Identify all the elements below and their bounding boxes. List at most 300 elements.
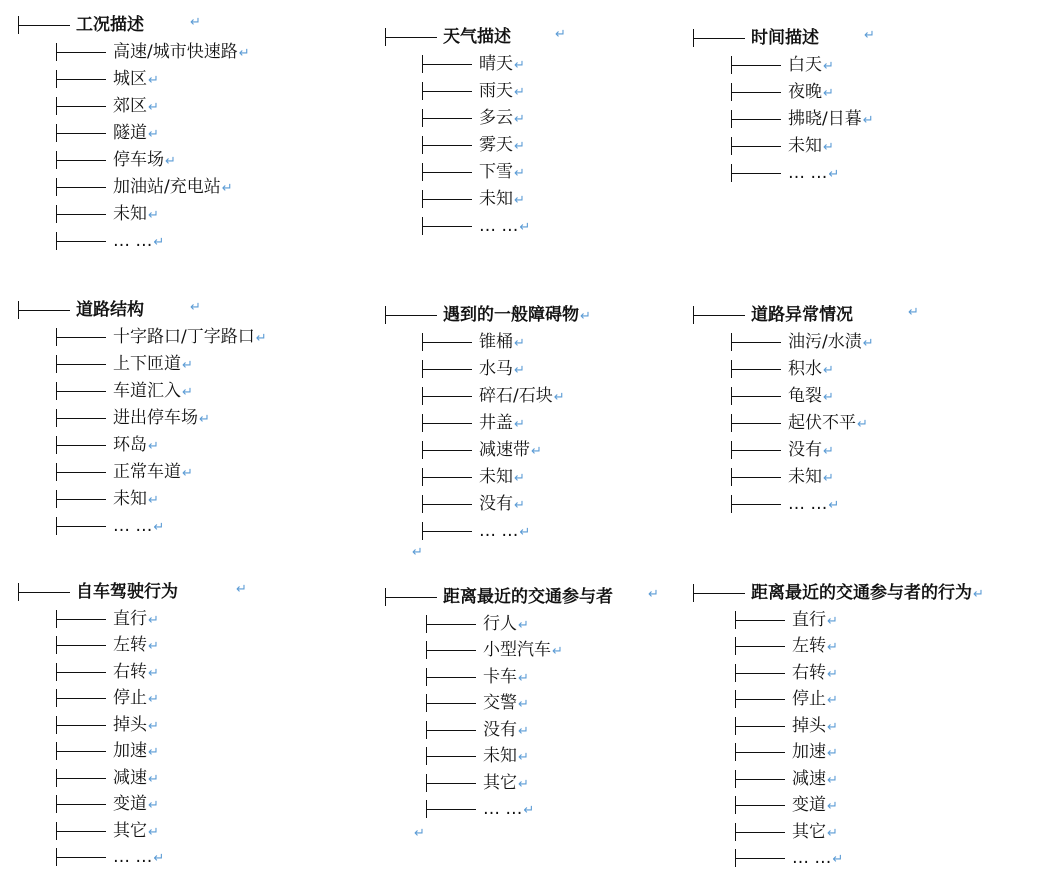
item-label xyxy=(113,606,159,634)
item-label xyxy=(113,685,159,713)
connector-horizontal xyxy=(731,504,781,505)
item-text: 没有 xyxy=(483,719,517,740)
tree-connector xyxy=(422,383,474,409)
return-mark-icon: ↵ xyxy=(148,745,159,760)
connector-horizontal xyxy=(731,369,781,370)
item-label xyxy=(113,791,159,819)
item-text: 十字路口/丁字路口 xyxy=(113,327,255,347)
connector-horizontal xyxy=(422,91,472,92)
tree-connector xyxy=(56,174,108,200)
connector-horizontal xyxy=(56,364,106,365)
connector-horizontal xyxy=(422,450,472,451)
heading-label xyxy=(751,25,819,51)
heading-text: 道路异常情况 xyxy=(751,305,853,325)
item-text: 右转 xyxy=(792,662,826,683)
tree-connector xyxy=(426,717,478,743)
tree-connector xyxy=(731,383,783,409)
item-text: 未知 xyxy=(788,467,822,487)
return-mark-icon: ↵ xyxy=(153,520,165,535)
item-label xyxy=(483,770,529,798)
heading-label xyxy=(751,302,853,328)
connector-horizontal xyxy=(385,315,437,316)
item-text: 加油站/充电站 xyxy=(113,177,221,197)
return-mark-icon: ↵ xyxy=(514,498,525,513)
return-mark-icon: ↵ xyxy=(864,28,875,43)
item-text: 左转 xyxy=(113,635,147,655)
connector-horizontal xyxy=(426,809,476,810)
item-text: 雾天 xyxy=(479,135,513,155)
tree-connector xyxy=(56,632,108,658)
item-text: 井盖 xyxy=(479,413,513,433)
item-text: … … xyxy=(788,163,828,183)
item-text: 起伏不平 xyxy=(788,413,856,433)
item-label xyxy=(113,120,159,148)
item-label xyxy=(113,351,193,379)
return-mark-icon: ↵ xyxy=(862,113,874,128)
tree-connector xyxy=(731,329,783,355)
connector-horizontal xyxy=(422,226,472,227)
connector-horizontal xyxy=(422,396,472,397)
item-label xyxy=(483,664,529,692)
tree-connector xyxy=(735,845,787,871)
return-mark-icon: ↵ xyxy=(580,309,591,324)
tree-connector xyxy=(56,738,108,764)
return-mark-icon: ↵ xyxy=(823,363,834,378)
return-mark-icon: ↵ xyxy=(221,181,233,196)
tree-connector xyxy=(56,818,108,844)
return-mark-icon: ↵ xyxy=(238,46,250,61)
tree-connector xyxy=(731,356,783,382)
item-text: 上下匝道 xyxy=(113,354,181,374)
return-mark-icon: ↵ xyxy=(857,417,868,432)
item-label xyxy=(483,690,529,718)
tree-connector xyxy=(422,329,474,355)
item-label xyxy=(113,66,159,94)
connector-horizontal xyxy=(426,650,476,651)
tree-connector xyxy=(735,660,787,686)
item-text: 未知 xyxy=(479,467,513,487)
connector-horizontal xyxy=(426,703,476,704)
return-mark-icon: ↵ xyxy=(414,826,425,841)
item-label xyxy=(788,160,839,188)
heading-text: 距离最近的交通参与者的行为 xyxy=(751,583,972,603)
item-label xyxy=(788,410,868,438)
return-mark-icon: ↵ xyxy=(148,692,159,707)
item-text: 没有 xyxy=(479,494,513,514)
connector-horizontal xyxy=(735,858,785,859)
item-label xyxy=(792,713,838,741)
tree-connector xyxy=(422,186,474,212)
item-label xyxy=(479,159,525,187)
tree-connector xyxy=(735,766,787,792)
tree-connector xyxy=(56,66,108,92)
connector-horizontal xyxy=(735,752,785,753)
item-label xyxy=(113,324,267,352)
return-mark-icon: ↵ xyxy=(148,718,159,734)
return-mark-icon: ↵ xyxy=(514,336,525,351)
return-mark-icon: ↵ xyxy=(153,851,165,866)
item-label xyxy=(483,796,534,824)
tree-connector xyxy=(56,93,108,119)
item-text: 停止 xyxy=(792,689,826,709)
tree-connector xyxy=(422,356,474,382)
item-text: … … xyxy=(113,516,153,536)
heading-label xyxy=(443,584,613,610)
tree-connector xyxy=(422,132,474,158)
item-label xyxy=(792,792,838,820)
return-mark-icon: ↵ xyxy=(523,803,535,818)
tree-connector xyxy=(56,39,108,65)
tree-connector xyxy=(422,51,474,77)
item-label xyxy=(479,464,525,492)
heading-text: 工况描述 xyxy=(76,15,144,35)
return-mark-icon: ↵ xyxy=(827,719,838,735)
return-mark-icon: ↵ xyxy=(828,498,840,513)
connector-horizontal xyxy=(426,730,476,731)
item-text: … … xyxy=(792,848,832,868)
return-mark-icon: ↵ xyxy=(518,723,529,739)
tree-connector xyxy=(731,133,783,159)
heading-label xyxy=(443,24,511,50)
connector-horizontal xyxy=(56,499,106,500)
return-mark-icon: ↵ xyxy=(514,112,525,127)
connector-horizontal xyxy=(56,187,106,188)
return-mark-icon: ↵ xyxy=(190,300,201,315)
return-mark-icon: ↵ xyxy=(182,385,193,400)
connector-horizontal xyxy=(56,725,106,726)
item-label xyxy=(113,459,193,487)
return-mark-icon: ↵ xyxy=(827,613,838,629)
item-text: … … xyxy=(113,847,153,867)
connector-horizontal xyxy=(56,619,106,620)
item-text: 夜晚 xyxy=(788,82,822,102)
item-text: 直行 xyxy=(792,609,826,630)
heading-text: 自车驾驶行为 xyxy=(76,582,178,602)
tree-connector xyxy=(735,819,787,845)
heading-label xyxy=(751,580,984,608)
item-text: 变道 xyxy=(792,795,826,815)
connector-horizontal xyxy=(56,214,106,215)
tree-connector xyxy=(56,486,108,512)
item-label xyxy=(479,356,525,384)
connector-horizontal xyxy=(426,756,476,757)
item-text: … … xyxy=(479,216,519,236)
tree-connector xyxy=(56,513,108,539)
item-label xyxy=(479,383,565,411)
tree-connector xyxy=(56,712,108,738)
item-label xyxy=(788,52,834,80)
return-mark-icon: ↵ xyxy=(148,100,159,115)
heading-text: 道路结构 xyxy=(76,300,144,320)
item-label xyxy=(113,513,164,541)
connector-horizontal xyxy=(18,25,70,26)
tree-connector xyxy=(731,410,783,436)
tree-connector xyxy=(422,105,474,131)
tree-connector xyxy=(56,324,108,350)
connector-horizontal xyxy=(56,645,106,646)
item-text: 拂晓/日暮 xyxy=(788,109,862,129)
connector-horizontal xyxy=(56,133,106,134)
item-text: 碎石/石块 xyxy=(479,386,553,406)
connector-horizontal xyxy=(731,119,781,120)
return-mark-icon: ↵ xyxy=(862,336,874,351)
item-text: 小型汽车 xyxy=(483,640,551,660)
tree-connector xyxy=(18,297,74,323)
item-label xyxy=(113,147,176,175)
tree-connector xyxy=(731,491,783,517)
connector-horizontal xyxy=(731,423,781,424)
return-mark-icon: ↵ xyxy=(148,665,159,681)
connector-horizontal xyxy=(422,423,472,424)
tree-connector xyxy=(426,743,478,769)
item-text: 停止 xyxy=(113,688,147,708)
item-label xyxy=(792,633,838,661)
connector-horizontal xyxy=(18,592,70,593)
item-text: 高速/城市快速路 xyxy=(113,42,238,62)
connector-horizontal xyxy=(56,698,106,699)
return-mark-icon: ↵ xyxy=(199,412,210,427)
item-text: … … xyxy=(479,521,519,541)
return-mark-icon: ↵ xyxy=(553,390,565,405)
heading-label xyxy=(76,579,178,605)
item-text: 停车场 xyxy=(113,150,164,170)
item-text: 多云 xyxy=(479,108,513,128)
tree-connector xyxy=(56,405,108,431)
tree-connector xyxy=(426,796,478,822)
item-text: 加速 xyxy=(792,742,826,762)
item-label xyxy=(792,845,843,873)
return-mark-icon: ↵ xyxy=(514,58,525,73)
item-text: 掉头 xyxy=(113,714,147,735)
item-label xyxy=(113,174,233,202)
connector-horizontal xyxy=(731,65,781,66)
item-text: 其它 xyxy=(792,821,826,842)
heading-text: 天气描述 xyxy=(443,27,511,47)
item-label xyxy=(788,106,874,134)
return-mark-icon: ↵ xyxy=(148,824,159,840)
connector-horizontal xyxy=(56,472,106,473)
heading-text: 遇到的一般障碍物 xyxy=(443,305,579,325)
item-label xyxy=(792,660,838,688)
connector-horizontal xyxy=(422,369,472,370)
return-mark-icon: ↵ xyxy=(823,444,834,459)
connector-horizontal xyxy=(731,396,781,397)
return-mark-icon: ↵ xyxy=(827,772,838,788)
tree-connector xyxy=(56,378,108,404)
return-mark-icon: ↵ xyxy=(518,670,529,686)
item-text: 卡车 xyxy=(483,666,517,687)
item-label xyxy=(479,437,542,465)
return-mark-icon: ↵ xyxy=(908,305,919,320)
connector-horizontal xyxy=(735,805,785,806)
connector-horizontal xyxy=(731,342,781,343)
connector-horizontal xyxy=(56,804,106,805)
item-label xyxy=(792,739,838,767)
item-label xyxy=(788,133,834,161)
return-mark-icon: ↵ xyxy=(973,587,984,602)
return-mark-icon: ↵ xyxy=(148,73,159,88)
tree-connector xyxy=(693,302,749,328)
tree-connector xyxy=(385,24,441,50)
connector-horizontal xyxy=(56,526,106,527)
return-mark-icon: ↵ xyxy=(555,27,566,42)
tree-connector xyxy=(56,201,108,227)
tree-connector xyxy=(422,213,474,239)
item-text: 油污/水渍 xyxy=(788,332,862,352)
connector-horizontal xyxy=(56,52,106,53)
return-mark-icon: ↵ xyxy=(514,193,525,208)
tree-connector xyxy=(385,584,441,610)
item-label xyxy=(113,93,159,121)
tree-connector xyxy=(426,690,478,716)
item-text: 积水 xyxy=(788,359,822,379)
tree-connector xyxy=(693,580,749,606)
item-text: 正常车道 xyxy=(113,462,181,482)
item-text: 未知 xyxy=(483,746,517,766)
item-text: 龟裂 xyxy=(788,386,822,406)
item-text: 其它 xyxy=(483,772,517,793)
item-label xyxy=(788,464,834,492)
heading-text: 时间描述 xyxy=(751,28,819,48)
tree-connector xyxy=(422,159,474,185)
tree-connector xyxy=(426,770,478,796)
connector-horizontal xyxy=(735,699,785,700)
item-text: … … xyxy=(788,494,828,514)
tree-connector xyxy=(735,713,787,739)
item-text: 下雪 xyxy=(479,162,513,182)
return-mark-icon: ↵ xyxy=(514,471,525,486)
tree-connector xyxy=(18,579,74,605)
item-text: … … xyxy=(483,799,523,819)
item-label xyxy=(788,356,834,384)
item-label xyxy=(792,686,838,714)
tree-connector xyxy=(18,12,74,38)
return-mark-icon: ↵ xyxy=(514,139,525,154)
return-mark-icon: ↵ xyxy=(823,140,834,155)
return-mark-icon: ↵ xyxy=(182,358,193,373)
item-label xyxy=(113,844,164,872)
item-label xyxy=(113,818,159,846)
tree-connector xyxy=(56,844,108,870)
item-text: 城区 xyxy=(113,69,147,89)
tree-connector xyxy=(56,765,108,791)
connector-horizontal xyxy=(735,646,785,647)
item-label xyxy=(113,632,159,660)
item-text: 加速 xyxy=(113,741,147,761)
item-label xyxy=(479,132,525,160)
connector-horizontal xyxy=(426,677,476,678)
tree-connector xyxy=(731,437,783,463)
connector-horizontal xyxy=(693,593,745,594)
return-mark-icon: ↵ xyxy=(827,640,838,655)
connector-horizontal xyxy=(731,146,781,147)
connector-horizontal xyxy=(385,597,437,598)
return-mark-icon: ↵ xyxy=(518,750,529,765)
item-text: 减速 xyxy=(792,768,826,789)
tree-connector xyxy=(56,685,108,711)
item-text: 减速 xyxy=(113,767,147,788)
tree-connector xyxy=(731,464,783,490)
item-label xyxy=(113,765,159,793)
tree-connector xyxy=(422,78,474,104)
tree-connector xyxy=(426,637,478,663)
connector-horizontal xyxy=(422,145,472,146)
item-label xyxy=(483,637,563,665)
heading-label xyxy=(76,297,144,323)
tree-connector xyxy=(56,459,108,485)
return-mark-icon: ↵ xyxy=(518,776,529,792)
return-mark-icon: ↵ xyxy=(412,545,423,560)
return-mark-icon: ↵ xyxy=(153,235,165,250)
return-mark-icon: ↵ xyxy=(828,167,840,182)
return-mark-icon: ↵ xyxy=(827,693,838,708)
item-label xyxy=(113,228,164,256)
return-mark-icon: ↵ xyxy=(518,617,529,633)
return-mark-icon: ↵ xyxy=(514,166,525,181)
connector-horizontal xyxy=(731,92,781,93)
return-mark-icon: ↵ xyxy=(519,525,531,540)
return-mark-icon: ↵ xyxy=(823,390,834,405)
tree-connector xyxy=(56,432,108,458)
tree-connector xyxy=(731,160,783,186)
item-label xyxy=(788,437,834,465)
return-mark-icon: ↵ xyxy=(514,417,525,432)
connector-horizontal xyxy=(422,199,472,200)
return-mark-icon: ↵ xyxy=(148,493,159,508)
connector-horizontal xyxy=(56,672,106,673)
tree-connector xyxy=(56,351,108,377)
item-text: 变道 xyxy=(113,794,147,814)
connector-horizontal xyxy=(56,391,106,392)
connector-horizontal xyxy=(422,342,472,343)
item-text: 直行 xyxy=(113,608,147,629)
return-mark-icon: ↵ xyxy=(514,363,525,378)
return-mark-icon: ↵ xyxy=(823,86,834,101)
connector-horizontal xyxy=(422,531,472,532)
connector-horizontal xyxy=(56,831,106,832)
item-text: … … xyxy=(113,231,153,251)
item-label xyxy=(483,743,529,771)
return-mark-icon: ↵ xyxy=(531,444,542,459)
tree-connector xyxy=(56,606,108,632)
item-label xyxy=(483,611,529,639)
return-mark-icon: ↵ xyxy=(832,852,844,867)
item-text: 左转 xyxy=(792,636,826,656)
item-label xyxy=(479,518,530,546)
item-text: 右转 xyxy=(113,661,147,682)
item-label xyxy=(479,78,525,106)
connector-horizontal xyxy=(693,38,745,39)
return-mark-icon: ↵ xyxy=(827,825,838,841)
tree-connector xyxy=(422,437,474,463)
connector-horizontal xyxy=(56,418,106,419)
return-mark-icon: ↵ xyxy=(827,746,838,761)
connector-horizontal xyxy=(56,337,106,338)
item-label xyxy=(479,105,525,133)
tree-connector xyxy=(735,633,787,659)
tree-connector xyxy=(426,664,478,690)
return-mark-icon: ↵ xyxy=(552,644,563,659)
return-mark-icon: ↵ xyxy=(148,127,159,142)
return-mark-icon: ↵ xyxy=(519,220,531,235)
connector-horizontal xyxy=(731,173,781,174)
connector-horizontal xyxy=(735,673,785,674)
item-label xyxy=(788,491,839,519)
item-text: 晴天 xyxy=(479,54,513,74)
item-label xyxy=(113,201,159,229)
item-text: 未知 xyxy=(788,136,822,156)
connector-horizontal xyxy=(422,64,472,65)
